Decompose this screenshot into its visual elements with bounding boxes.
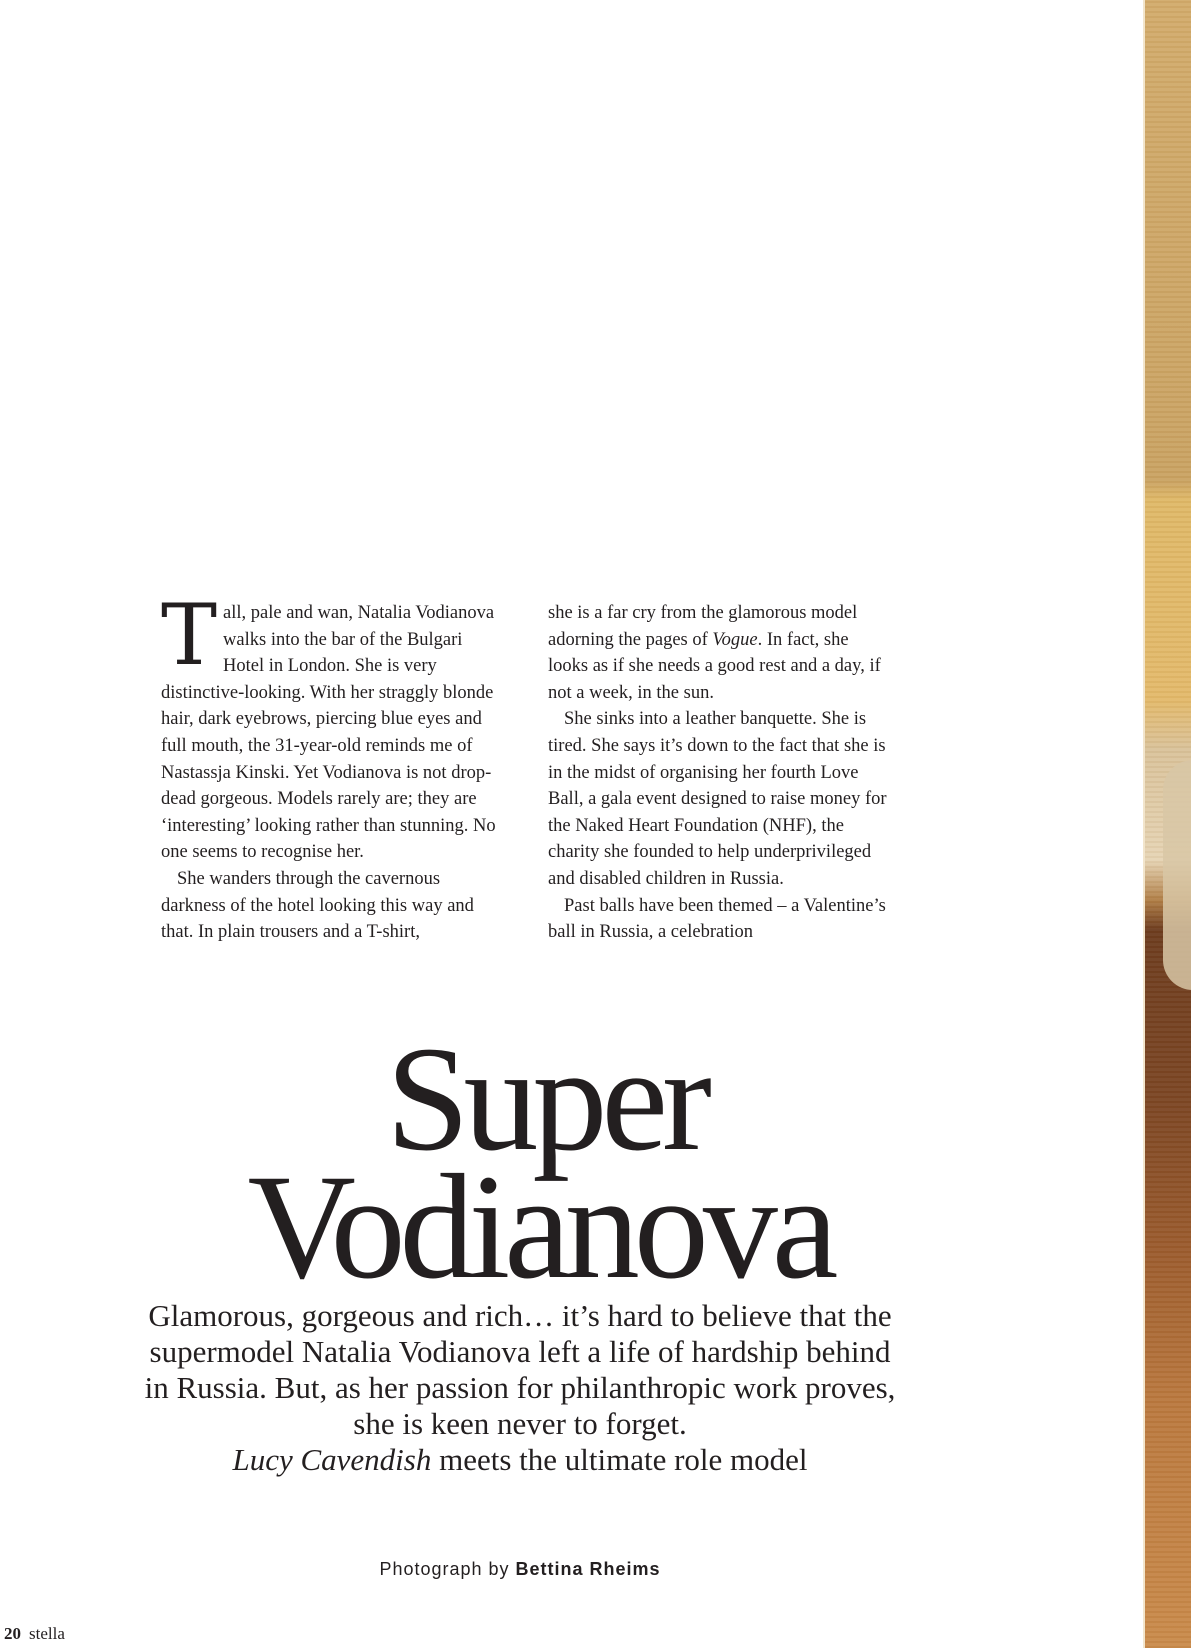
article-paragraph: Past balls have been themed – a Valentine’s ball in Russia, a celebration [548,895,886,943]
article-paragraph [161,586,506,866]
paragraph-text: . In fact, she looks as if she needs a good rest and a day, if not a week, in the sun. [548,629,881,703]
article-paragraph: She wanders through the cavernous darkness of the hotel looking this way and that. In plain trousers and a T-shirt, [161,868,474,943]
magazine-name: stella [29,1624,65,1643]
article-body [161,586,893,946]
article-paragraph [548,600,893,706]
page-folio [4,1624,65,1644]
standfirst-text: Glamorous, gorgeous and rich… it’s hard to believe that the supermodel Natalia Vodianova left a life of hardship behind in Russia. But, as her passion for philanthropic work proves, she is keen never to forget. [144,1298,896,1441]
headline [0,1016,1040,1310]
article-column-1 [161,586,506,946]
photo-border [1143,0,1145,1648]
credit-prefix: Photograph by [379,1559,516,1579]
paragraph-text: all, pale and wan, Natalia Vodianova walks into the bar of the Bulgari Hotel in London. She is very distinctive-looking. With her straggly blonde hair, dark eyebrows, piercing blue eyes and full mouth, the 31-year-old reminds me of Nastassja Kinski. Yet Vodianova is not drop-dead gorgeous. Models rarely are; they are ‘interesting’ looking rather than stunning. No one seems to recognise her. [161,603,496,863]
page-number: 20 [4,1624,21,1643]
photographer-name: Bettina Rheims [515,1559,661,1579]
headline-line-1: Super [386,1016,706,1182]
standfirst [140,1298,900,1478]
photo-detail [1163,760,1191,990]
headline-line-2: Vodianova [247,1144,833,1310]
photo-credit [0,1559,1040,1580]
article-column-2 [548,600,893,946]
paragraph-text: she is a far cry from the glamorous model adorning the pages of [548,603,858,650]
drop-cap: T [161,586,218,684]
author-name: Lucy Cavendish [232,1442,432,1477]
photo-edge [1143,0,1191,1648]
standfirst-tail: meets the ultimate role model [431,1442,808,1477]
publication-name: Vogue [712,629,758,650]
article-paragraph: She sinks into a leather banquette. She is tired. She says it’s down to the fact that she is in the midst of organising her fourth Love Ball, a gala event designed to raise money for the Naked Heart Foundation (NHF), the charity she founded to help underprivileged and disabled children in Russia. [548,709,887,889]
